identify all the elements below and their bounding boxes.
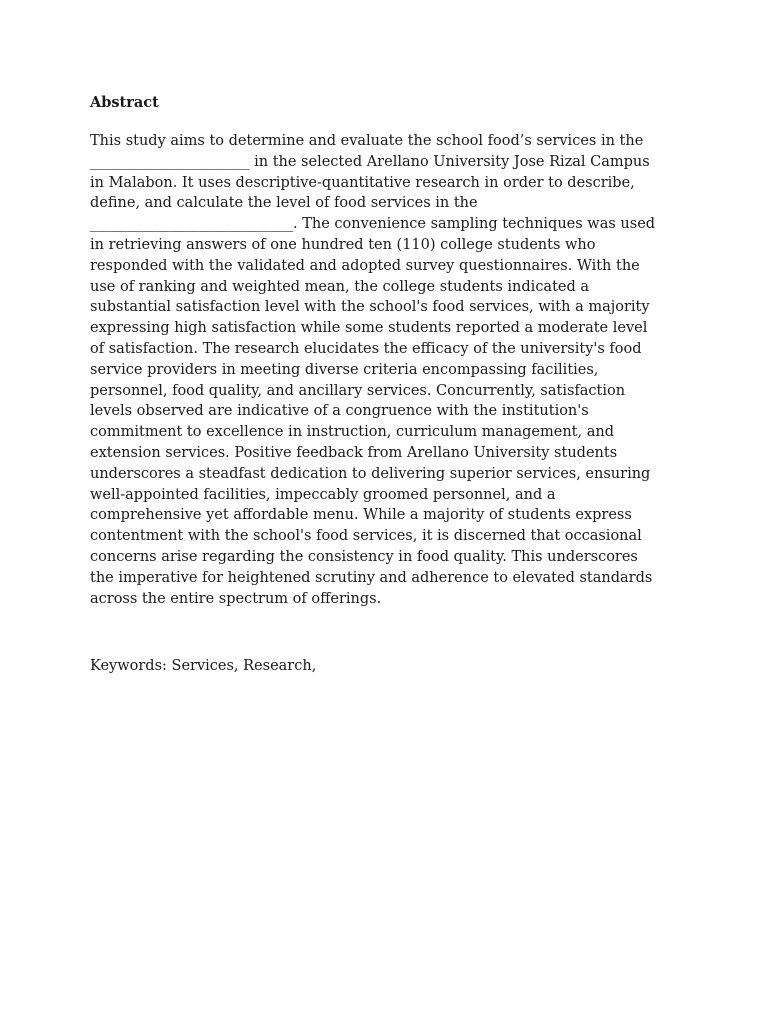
abstract-line: well-appointed facilities, impeccably groomed personnel, and a	[90, 486, 556, 503]
abstract-line: define, and calculate the level of food services in the	[90, 195, 478, 212]
abstract-line: comprehensive yet affordable menu. While a majority of students express	[90, 507, 632, 524]
abstract-heading: Abstract	[90, 94, 159, 111]
abstract-line: across the entire spectrum of offerings.	[90, 590, 382, 607]
abstract-line: underscores a steadfast dedication to delivering superior services, ensuring	[90, 465, 651, 482]
abstract-line: substantial satisfaction level with the school's food services, with a majority	[90, 299, 650, 316]
abstract-line: This study aims to determine and evaluate the school food’s services in the	[90, 133, 644, 149]
abstract-line: ____________________________. The convenience sampling techniques was used	[90, 216, 656, 233]
abstract-line: concerns arise regarding the consistency in food quality. This underscores	[90, 548, 638, 565]
abstract-line: use of ranking and weighted mean, the college students indicated a	[90, 278, 590, 295]
abstract-line: of satisfaction. The research elucidates the efficacy of the university's food	[90, 340, 642, 357]
abstract-line: ______________________ in the selected Arellano University Jose Rizal Campus	[90, 153, 650, 170]
abstract-line: levels observed are indicative of a congruence with the institution's	[90, 403, 589, 420]
abstract-line: in retrieving answers of one hundred ten (110) college students who	[90, 236, 596, 253]
abstract-line: in Malabon. It uses descriptive-quantitative research in order to describe,	[90, 174, 635, 191]
abstract-line: responded with the validated and adopted survey questionnaires. With the	[90, 257, 640, 274]
keywords-line: Keywords: Services, Research,	[90, 658, 317, 675]
abstract-body	[90, 131, 690, 609]
abstract-line: the imperative for heightened scrutiny and adherence to elevated standards	[90, 569, 653, 586]
abstract-section	[90, 92, 690, 677]
abstract-line: contentment with the school's food services, it is discerned that occasional	[90, 528, 642, 545]
abstract-line: commitment to excellence in instruction, curriculum management, and	[90, 424, 614, 441]
abstract-line: personnel, food quality, and ancillary services. Concurrently, satisfaction	[90, 382, 626, 399]
abstract-line: expressing high satisfaction while some students reported a moderate level	[90, 320, 648, 337]
abstract-line: service providers in meeting diverse criteria encompassing facilities,	[90, 361, 599, 378]
abstract-line: extension services. Positive feedback from Arellano University students	[90, 444, 618, 461]
